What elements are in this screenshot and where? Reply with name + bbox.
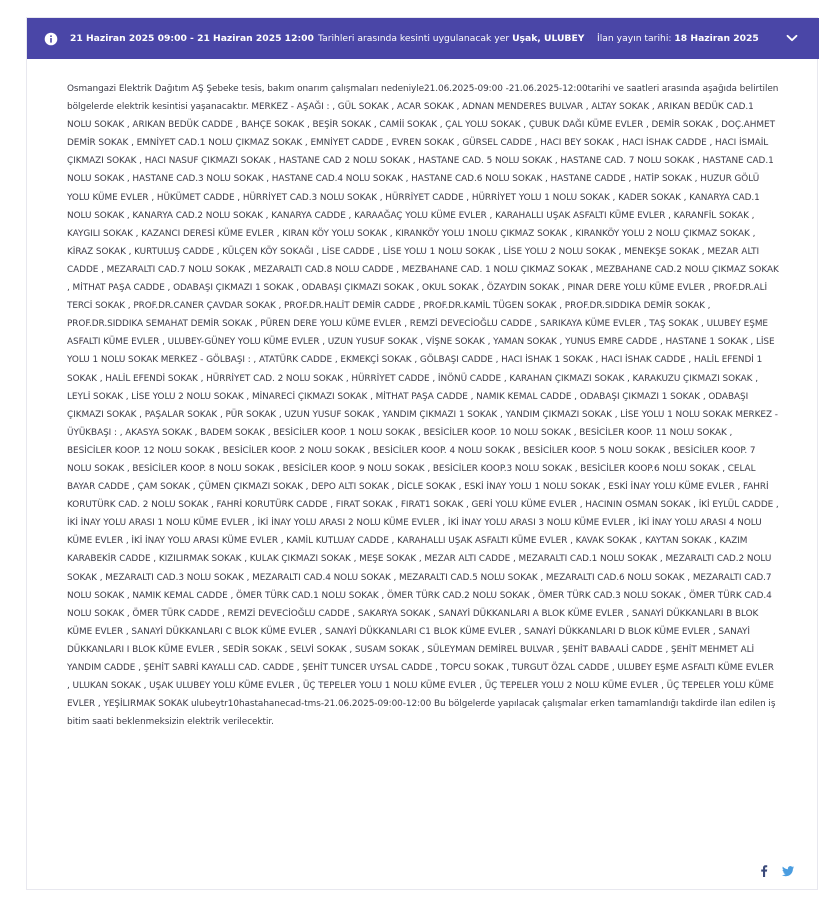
publish-date-label [597,33,759,44]
outage-location-label [318,33,584,44]
outage-location-prefix: Tarihleri arasında kesinti uygulanacak yer [318,33,510,44]
outage-notice-card [26,17,818,890]
outage-description: Osmangazi Elektrik Dağıtım AŞ Şebeke tesis, bakım onarım çalışmaları nedeniyle21.06.2025-09:00 -21.06.2025-12:00tarihi ve saatleri arasında aşağıda belirtilen bölgelerde elektrik kesintisi yaşanacaktır. MERKEZ - AŞAĞI : , GÜL SOKAK , ACAR SOKAK , ADNAN MENDERES BULVAR , ALTAY SOKAK , ARIKAN BEDÜK CAD.1 NOLU SOKAK , ARIKAN BEDÜK CADDE , BAHÇE SOKAK , BEŞİR SOKAK , CAMİİ SOKAK , ÇAL YOLU SOKAK , ÇUBUK DAĞI KÜME EVLER , DEMİR SOKAK , DOÇ.AHMET DEMİR SOKAK , EMNİYET CAD.1 NOLU ÇIKMAZ SOKAK , EMNİYET CADDE , EVREN SOKAK , GÜRSEL CADDE , HACI BEY SOKAK , HACI İSHAK CADDE , HACI İSMAİL ÇIKMAZI SOKAK , HACI NASUF ÇIKMAZI SOKAK , HASTANE CAD 2 NOLU SOKAK , HASTANE CAD. 5 NOLU SOKAK , HASTANE CAD. 7 NOLU SOKAK , HASTANE CAD.1 NOLU SOKAK , HASTANE CAD.3 NOLU SOKAK , HASTANE CAD.4 NOLU SOKAK , HASTANE CAD.6 NOLU SOKAK , HASTANE CADDE , HATİP SOKAK , HUZUR GÖLÜ YOLU KÜME EVLER , HÜKÜMET CADDE , HÜRRİYET CAD.3 NOLU SOKAK , HÜRRİYET CADDE , HÜRRİYET YOLU 1 NOLU SOKAK , KADER SOKAK , KANARYA CAD.1 NOLU SOKAK , KANARYA CAD.2 NOLU SOKAK , KANARYA CADDE , KARAAĞAÇ YOLU KÜME EVLER , KARAHALLI UŞAK ASFALTI KÜME EVLER , KARANFİL SOKAK , KAYGILI SOKAK , KAZANCI DERESİ KÜME EVLER , KIRAN KÖY YOLU SOKAK , KIRANKÖY YOLU 1NOLU ÇIKMAZ SOKAK , KIRANKÖY YOLU 2 NOLU ÇIKMAZ SOKAK , KİRAZ SOKAK , KURTULUŞ CADDE , KÜLÇEN KÖY SOKAĞI , LİSE CADDE , LİSE YOLU 1 NOLU SOKAK , LİSE YOLU 2 NOLU SOKAK , MENEKŞE SOKAK , MEZAR ALTI CADDE , MEZARALTI CAD.7 NOLU SOKAK , MEZARALTI CAD.8 NOLU CADDE , MEZBAHANE CAD. 1 NOLU ÇIKMAZ SOKAK , MEZBAHANE CAD.2 NOLU ÇIKMAZ SOKAK , MİTHAT PAŞA CADDE , ODABAŞI ÇIKMAZI 1 SOKAK , ODABAŞI ÇIKMAZI SOKAK , OKUL SOKAK , ÖZAYDIN SOKAK , PINAR DERE YOLU KÜME EVLER , PROF.DR.ALİ TERCİ SOKAK , PROF.DR.CANER ÇAVDAR SOKAK , PROF.DR.HALİT DEMİR CADDE , PROF.DR.KAMİL TÜGEN SOKAK , PROF.DR.SIDDIKA DEMİR SOKAK , PROF.DR.SIDDIKA SEMAHAT DEMİR SOKAK , PÜREN DERE YOLU KÜME EVLER , REMZİ DEVECİOĞLU CADDE , SARIKAYA KÜME EVLER , TAŞ SOKAK , ULUBEY EŞME ASFALTI KÜME EVLER , ULUBEY-GÜNEY YOLU KÜME EVLER , UZUN YUSUF SOKAK , VİŞNE SOKAK , YAMAN SOKAK , YUNUS EMRE CADDE , HASTANE 1 SOKAK , LİSE YOLU 1 NOLU SOKAK MERKEZ - GÖLBAŞI : , ATATÜRK CADDE , EKMEKÇİ SOKAK , GÖLBAŞI CADDE , HACI İSHAK 1 SOKAK , HACI İSHAK CADDE , HALİL EFENDİ 1 SOKAK , HALİL EFENDİ SOKAK , HÜRRİYET CAD. 2 NOLU SOKAK , HÜRRİYET CADDE , İNÖNÜ CADDE , KARAHAN ÇIKMAZI SOKAK , KARAKUZU ÇIKMAZI SOKAK , LEYLİ SOKAK , LİSE YOLU 2 NOLU SOKAK , MİNARECİ ÇIKMAZI SOKAK , MİTHAT PAŞA CADDE , NAMIK KEMAL CADDE , ODABAŞI ÇIKMAZI 1 SOKAK , ODABAŞI ÇIKMAZI SOKAK , PAŞALAR SOKAK , PÜR SOKAK , UZUN YUSUF SOKAK , YANDIM ÇIKMAZI 1 SOKAK , YANDIM ÇIKMAZI SOKAK , LİSE YOLU 1 NOLU SOKAK MERKEZ - ÜYÜKBAŞI : , AKASYA SOKAK , BADEM SOKAK , BESİCİLER KOOP. 1 NOLU SOKAK , BESİCİLER KOOP. 10 NOLU SOKAK , BESİCİLER KOOP. 11 NOLU SOKAK , BESİCİLER KOOP. 12 NOLU SOKAK , BESİCİLER KOOP. 2 NOLU SOKAK , BESİCİLER KOOP. 4 NOLU SOKAK , BESİCİLER KOOP. 5 NOLU SOKAK , BESİCİLER KOOP. 7 NOLU SOKAK , BESİCİLER KOOP. 8 NOLU SOKAK , BESİCİLER KOOP. 9 NOLU SOKAK , BESİCİLER KOOP.3 NOLU SOKAK , BESİCİLER KOOP.6 NOLU SOKAK , CELAL BAYAR CADDE , ÇAM SOKAK , ÇÜMEN ÇIKMAZI SOKAK , DEPO ALTI SOKAK , DİCLE SOKAK , ESKİ İNAY YOLU 1 NOLU SOKAK , ESKİ İNAY YOLU KÜME EVLER , FAHRİ KORUTÜRK CAD. 2 NOLU SOKAK , FAHRİ KORUTÜRK CADDE , FIRAT SOKAK , FIRAT1 SOKAK , GERİ YOLU KÜME EVLER , HACININ OSMAN SOKAK , İKİ EYLÜL CADDE , İKİ İNAY YOLU ARASI 1 NOLU KÜME EVLER , İKİ İNAY YOLU ARASI 2 NOLU KÜME EVLER , İKİ İNAY YOLU ARASI 3 NOLU KÜME EVLER , İKİ İNAY YOLU ARASI 4 NOLU KÜME EVLER , İKİ İNAY YOLU ARASI KÜME EVLER , KAMİL KUTLUAY CADDE , KARAHALLI UŞAK ASFALTI KÜME EVLER , KAVAK SOKAK , KAYTAN SOKAK , KAZIM KARABEKİR CADDE , KIZILIRMAK SOKAK , KULAK ÇIKMAZI SOKAK , MEŞE SOKAK , MEZAR ALTI CADDE , MEZARALTI CAD.1 NOLU SOKAK , MEZARALTI CAD.2 NOLU SOKAK , MEZARALTI CAD.3 NOLU SOKAK , MEZARALTI CAD.4 NOLU SOKAK , MEZARALTI CAD.5 NOLU SOKAK , MEZARALTI CAD.6 NOLU SOKAK , MEZARALTI CAD.7 NOLU SOKAK , NAMIK KEMAL CADDE , ÖMER TÜRK CAD.1 NOLU SOKAK , ÖMER TÜRK CAD.2 NOLU SOKAK , ÖMER TÜRK CAD.3 NOLU SOKAK , ÖMER TÜRK CAD.4 NOLU SOKAK , ÖMER TÜRK CADDE , REMZİ DEVECİOĞLU CADDE , SAKARYA SOKAK , SANAYİ DÜKKANLARI A BLOK KÜME EVLER , SANAYİ DÜKKANLARI B BLOK KÜME EVLER , SANAYİ DÜKKANLARI C BLOK KÜME EVLER , SANAYİ DÜKKANLARI C1 BLOK KÜME EVLER , SANAYİ DÜKKANLARI D BLOK KÜME EVLER , SANAYİ DÜKKANLARI I BLOK KÜME EVLER , SEDİR SOKAK , SELVİ SOKAK , SUSAM SOKAK , SÜLEYMAN DEMİREL BULVAR , ŞEHİT BABAALİ CADDE , ŞEHİT MEHMET ALİ YANDIM CADDE , ŞEHİT SABRİ KAYALLI CAD. CADDE , ŞEHİT TUNCER UYSAL CADDE , TOPCU SOKAK , TURGUT ÖZAL CADDE , ULUBEY EŞME ASFALTI KÜME EVLER , ULUKAN SOKAK , UŞAK ULUBEY YOLU KÜME EVLER , ÜÇ TEPELER YOLU 1 NOLU KÜME EVLER , ÜÇ TEPELER YOLU 2 NOLU KÜME EVLER , ÜÇ TEPELER YOLU KÜME EVLER , YEŞİLIRMAK SOKAK ulubeytr10hastahanecad-tms-21.06.2025-09:00-12:00 Bu bölgelerde yapılacak çalışmalar erken tamamlandığı takdirde ilan edilen iş bitim saati beklenmeksizin elektrik verilecektir. [67,84,779,728]
twitter-icon[interactable] [781,864,795,878]
facebook-icon[interactable] [757,864,771,878]
outage-location: Uşak, ULUBEY [512,33,585,44]
info-circle-icon [44,32,58,46]
notice-header[interactable] [27,18,819,59]
publish-date: 18 Haziran 2025 [674,33,759,44]
publish-date-prefix: İlan yayın tarihi: [597,33,672,44]
chevron-down-icon[interactable] [785,31,799,45]
outage-date-range: 21 Haziran 2025 09:00 - 21 Haziran 2025 12:00 [70,33,314,44]
